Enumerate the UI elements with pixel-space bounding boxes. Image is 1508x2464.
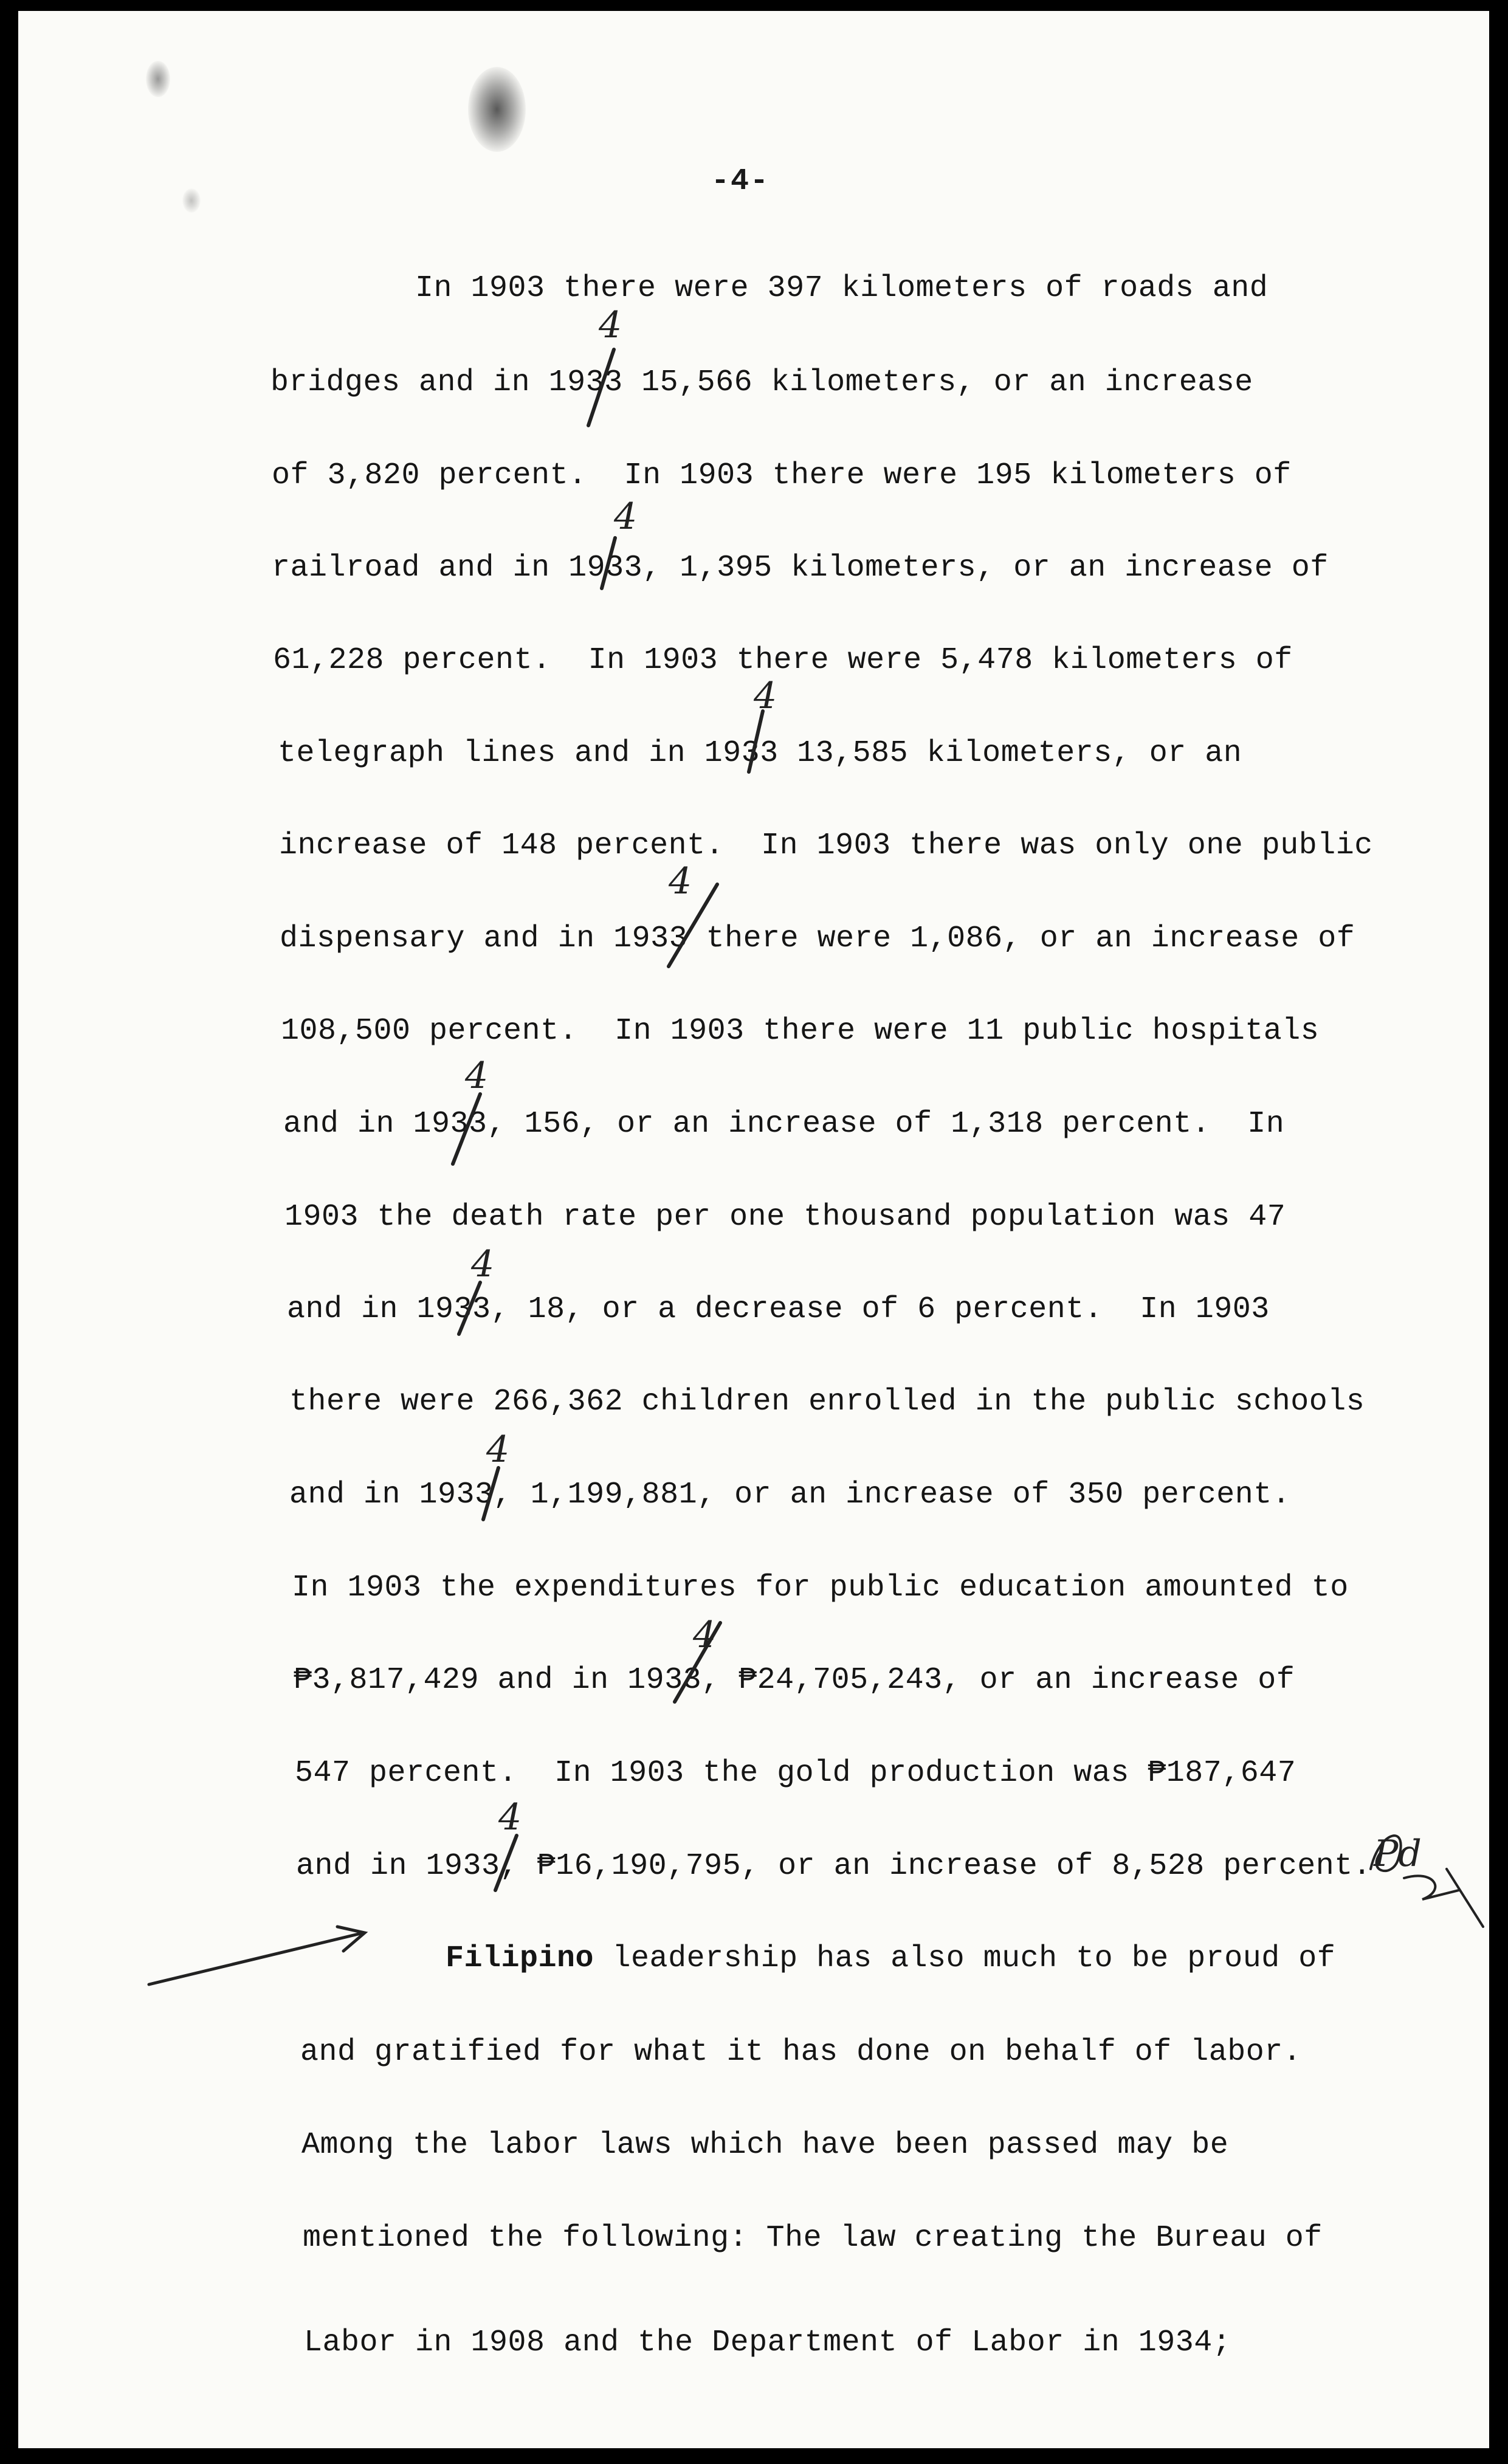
text-line: increase of 148 percent. In 1903 there was only one public bbox=[279, 828, 1373, 863]
text-line: of 3,820 percent. In 1903 there were 195 kilometers of bbox=[272, 458, 1292, 493]
ink-speck bbox=[146, 61, 170, 97]
handwritten-digit: 4 bbox=[693, 1614, 717, 1656]
text-line bbox=[446, 1941, 1336, 1976]
text-line: bridges and in 1933 15,566 kilometers, or an increase bbox=[270, 365, 1253, 400]
text-line: ₱3,817,429 and in 1933, ₱24,705,243, or an increase of bbox=[294, 1663, 1295, 1698]
text-line: Among the labor laws which have been passed may be bbox=[301, 2128, 1229, 2163]
handwritten-digit: 4 bbox=[614, 495, 638, 538]
handwritten-digit: 4 bbox=[754, 675, 777, 717]
text-line: 108,500 percent. In 1903 there were 11 public hospitals bbox=[281, 1014, 1320, 1048]
text-line: and in 1933, 156, or an increase of 1,318 percent. In bbox=[283, 1107, 1285, 1141]
text-line: In 1903 there were 397 kilometers of roads and bbox=[415, 271, 1269, 306]
page-number: -4- bbox=[711, 164, 770, 199]
text-line: and in 1933, ₱16,190,795, or an increase of 8,528 percent. bbox=[296, 1849, 1372, 1884]
text-line: railroad and in 1933, 1,395 kilometers, or an increase of bbox=[272, 551, 1329, 585]
emphasized-word: Filipino bbox=[446, 1941, 594, 1976]
handwritten-digit: 4 bbox=[669, 860, 692, 903]
ink-smudge bbox=[468, 67, 526, 152]
text-line: and gratified for what it has done on behalf of labor. bbox=[300, 2035, 1302, 2070]
text-line: there were 266,362 children enrolled in the public schools bbox=[289, 1385, 1365, 1419]
text-line: Labor in 1908 and the Department of Labor in 1934; bbox=[304, 2325, 1231, 2360]
handwritten-digit: 4 bbox=[599, 304, 622, 346]
text-line: In 1903 the expenditures for public education amounted to bbox=[292, 1571, 1349, 1605]
text-line: and in 1933, 1,199,881, or an increase of 350 percent. bbox=[289, 1478, 1291, 1512]
text-line: mentioned the following: The law creating the Bureau of bbox=[303, 2221, 1323, 2256]
handwritten-digit: 4 bbox=[465, 1055, 489, 1097]
handwritten-digit: 4 bbox=[486, 1428, 510, 1471]
text-line: 61,228 percent. In 1903 there were 5,478 kilometers of bbox=[273, 643, 1293, 678]
text-line: and in 1933, 18, or a decrease of 6 percent. In 1903 bbox=[287, 1292, 1270, 1327]
handwritten-digit: 4 bbox=[471, 1243, 495, 1285]
ink-speck bbox=[182, 188, 201, 213]
text-line: 547 percent. In 1903 the gold production was ₱187,647 bbox=[295, 1756, 1296, 1791]
text-line: 1903 the death rate per one thousand population was 47 bbox=[284, 1200, 1286, 1234]
margin-note: Pd bbox=[1374, 1833, 1422, 1875]
text-line: dispensary and in 1933 there were 1,086, or an increase of bbox=[280, 921, 1355, 956]
text-fragment: leadership has also much to be proud of bbox=[594, 1941, 1336, 1976]
text-line: telegraph lines and in 1933 13,585 kilometers, or an bbox=[278, 736, 1242, 771]
handwritten-digit: 4 bbox=[498, 1796, 522, 1839]
